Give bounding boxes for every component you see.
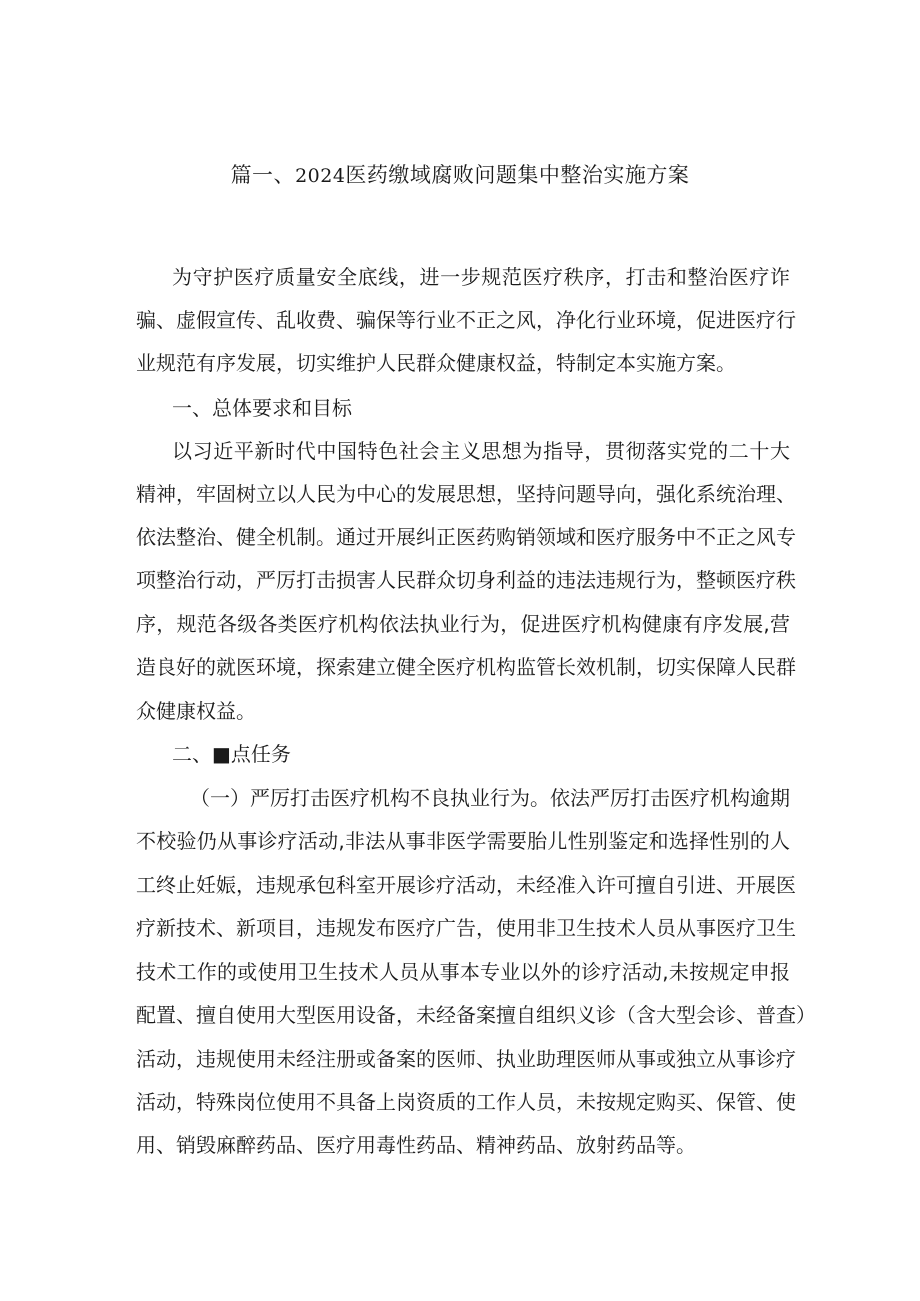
section2-line: 疗新技术、新项目，违规发布医疗广告，使用非卫生技术人员从事医疗卫生 [136, 916, 796, 940]
section-heading: 一、总体要求和目标 [172, 396, 352, 420]
section1-line: 众健康权益。 [136, 699, 256, 723]
section1-line: 依法整治、健全机制。通过开展纠正医药购销领域和医疗服务中不正之风专 [136, 525, 796, 549]
section-heading: 二、■点任务 [172, 742, 291, 766]
section1-line: 精神，牢固树立以人民为中心的发展思想，坚持问题导向，强化系统治理、 [136, 482, 796, 506]
section2-line: （一）严厉打击医疗机构不良执业行为。依法严厉打击医疗机构逾期 [190, 786, 790, 810]
section2-line: 技术工作的或使用卫生技术人员从事本专业以外的诊疗活动,未按规定申报 [136, 960, 790, 984]
section2-line: 工终止妊娠，违规承包科室开展诊疗活动，未经准入许可擅自引进、开展医 [136, 873, 796, 897]
title-year: 2024 [295, 165, 346, 187]
title-suffix: 医药缴域腐败问题集中整治实施方案 [345, 163, 690, 187]
intro-line: 业规范有序发展，切实维护人民群众健康权益，特制定本实施方案。 [136, 351, 736, 375]
intro-line: 骗、虚假宣传、乱收费、骗保等行业不正之风，净化行业环境，促进医疗行 [136, 308, 796, 332]
section2-line: 活动，特殊岗位使用不具备上岗资质的工作人员，未按规定购买、保管、使 [136, 1090, 796, 1114]
section1-line: 造良好的就医环境，探索建立健全医疗机构监管长效机制，切实保障人民群 [136, 655, 796, 679]
intro-line: 为守护医疗质量安全底线，进一步规范医疗秩序，打击和整治医疗诈 [172, 265, 790, 289]
section2-line: 不校验仍从事诊疗活动,非法从事非医学需要胎儿性别鉴定和选择性别的人 [136, 829, 790, 853]
section2-line: 用、销毁麻醉药品、医疗用毒性药品、精神药品、放射药品等。 [136, 1133, 696, 1157]
section2-line: 配置、擅自使用大型医用设备，未经备案擅自组织义诊（含大型会诊、普查） [136, 1003, 816, 1027]
page-title [0, 160, 920, 191]
section1-line: 以习近平新时代中国特色社会主义思想为指导，贯彻落实党的二十大 [172, 439, 790, 463]
section2-line: 活动，违规使用未经注册或备案的医师、执业助理医师从事或独立从事诊疗 [136, 1047, 796, 1071]
section1-line: 项整治行动，严厉打击损害人民群众切身利益的违法违规行为，整顿医疗秩 [136, 568, 796, 592]
section1-line: 序，规范各级各类医疗机构依法执业行为，促进医疗机构健康有序发展,营 [136, 612, 790, 636]
title-prefix: 篇一、 [230, 163, 296, 187]
